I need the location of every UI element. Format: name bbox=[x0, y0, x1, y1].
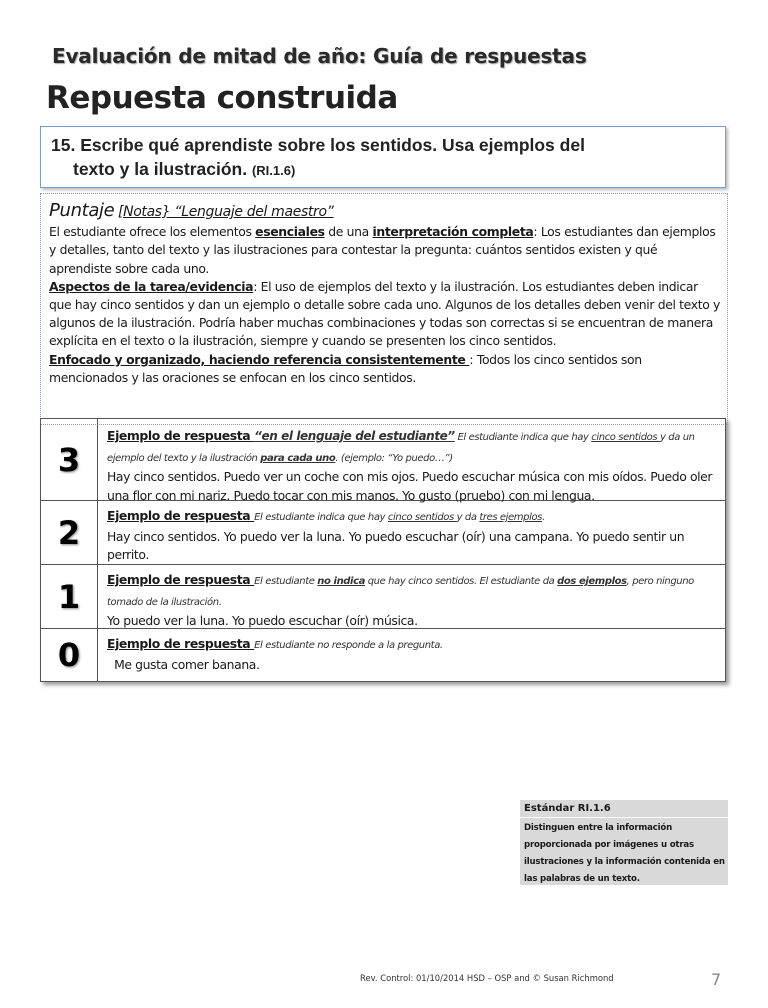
rubric-row-2: 2 Ejemplo de respuesta El estudiante indica que hay cinco sentidos y da tres ejemplos. Hay cinco sentidos. Yo puedo ver la luna. Yo puedo escuchar (oír) una campana. Yo puedo sentir un perrito. bbox=[41, 501, 725, 565]
example-label: Ejemplo de respuesta bbox=[107, 572, 255, 587]
header-title: Evaluación de mitad de año: Guía de respuestas bbox=[52, 44, 587, 68]
standard-description: Distinguen entre la información proporcionada por imágenes u otras ilustraciones y la información contenida en las palabras de un texto. bbox=[524, 823, 725, 884]
rubric-row-1: 1 Ejemplo de respuesta El estudiante no indica que hay cinco sentidos. El estudiante da dos ejemplos, pero ninguno tomado de la ilustración. Yo puedo ver la luna. Yo puedo escuchar (oír) música. bbox=[41, 565, 725, 629]
standard-box bbox=[520, 800, 728, 885]
question-box bbox=[40, 126, 726, 188]
example-answer: Hay cinco sentidos. Yo puedo ver la luna. Yo puedo escuchar (oír) una campana. Yo puedo sentir un perrito. bbox=[107, 528, 685, 562]
page-number: 7 bbox=[711, 970, 722, 989]
example-answer: Hay cinco sentidos. Puedo ver un coche con mis ojos. Puedo escuchar música con mis oídos. Puedo oler una flor con mi nariz. Puedo tocar con mis manos. Yo gusto (pruebo) con mi lengua. bbox=[107, 469, 713, 503]
scoring-notes-box bbox=[40, 193, 728, 425]
rubric-row-3: 3 Ejemplo de respuesta “en el lenguaje del estudiante” El estudiante indica que hay cinco sentidos y da un ejemplo del texto y la ilustración para cada uno. (ejemplo: “Yo puedo…”) Hay cinco sentidos. Puedo ver un coche con mis ojos. Puedo escuchar música con mis oídos. Puedo oler una flor con mi nariz. Puedo tocar con mis manos. Yo gusto (pruebo) con mi lengua. bbox=[41, 419, 725, 501]
example-label: Ejemplo de respuesta bbox=[107, 508, 255, 523]
question-standard: (RI.1.6) bbox=[251, 163, 296, 178]
example-answer: Me gusta comer banana. bbox=[107, 656, 260, 672]
page-title: Repuesta construida bbox=[46, 80, 398, 116]
rubric-table bbox=[40, 418, 726, 682]
scoring-notes-label: [Notas} “Lenguaje del maestro” bbox=[117, 204, 334, 220]
score-label: 0 bbox=[41, 629, 98, 681]
scoring-paragraph-3: Enfocado y organizado, haciendo referencia consistentemente : Todos los cinco sentidos son mencionados y las oraciones se enfocan en los cinco sentidos. bbox=[49, 351, 642, 385]
example-label: Ejemplo de respuesta bbox=[107, 636, 255, 651]
example-answer: Yo puedo ver la luna. Yo puedo escuchar (oír) música. bbox=[107, 613, 418, 628]
footer-text: Rev. Control: 01/10/2014 HSD – OSP and © Susan Richmond bbox=[360, 973, 614, 983]
rubric-row-0: 0 Ejemplo de respuesta El estudiante no responde a la pregunta. Me gusta comer banana. bbox=[41, 629, 725, 681]
scoring-heading: Puntaje bbox=[49, 200, 115, 221]
score-label: 2 bbox=[41, 501, 98, 564]
score-label: 1 bbox=[41, 565, 98, 628]
score-label: 3 bbox=[41, 419, 98, 500]
question-line-1: 15. Escribe qué aprendiste sobre los sentidos. Usa ejemplos del bbox=[51, 135, 585, 155]
example-label: Ejemplo de respuesta bbox=[107, 428, 255, 443]
question-line-2: texto y la ilustración. (RI.1.6) bbox=[73, 159, 296, 179]
scoring-paragraph-1: El estudiante ofrece los elementos esenciales de una interpretación completa: Los estudiantes dan ejemplos y detalles, tanto del texto y las ilustraciones para contestar la pregunta: cuántos sentidos existen y qué aprendiste sobre cada uno. bbox=[49, 224, 716, 276]
scoring-paragraph-2: Aspectos de la tarea/evidencia: El uso de ejemplos del texto y la ilustración. Los estudiantes deben indicar que hay cinco sentidos y dan un ejemplo o detalle sobre cada uno. Algunos de los detalles deben venir del texto y algunos de la ilustración. Podría haber muchas combinaciones y todas son correctas si se encuentran de manera explícita en el texto o la ilustración, siempre y cuando se presenten los cinco sentidos. bbox=[49, 278, 721, 349]
standard-title: Estándar RI.1.6 bbox=[520, 800, 728, 818]
